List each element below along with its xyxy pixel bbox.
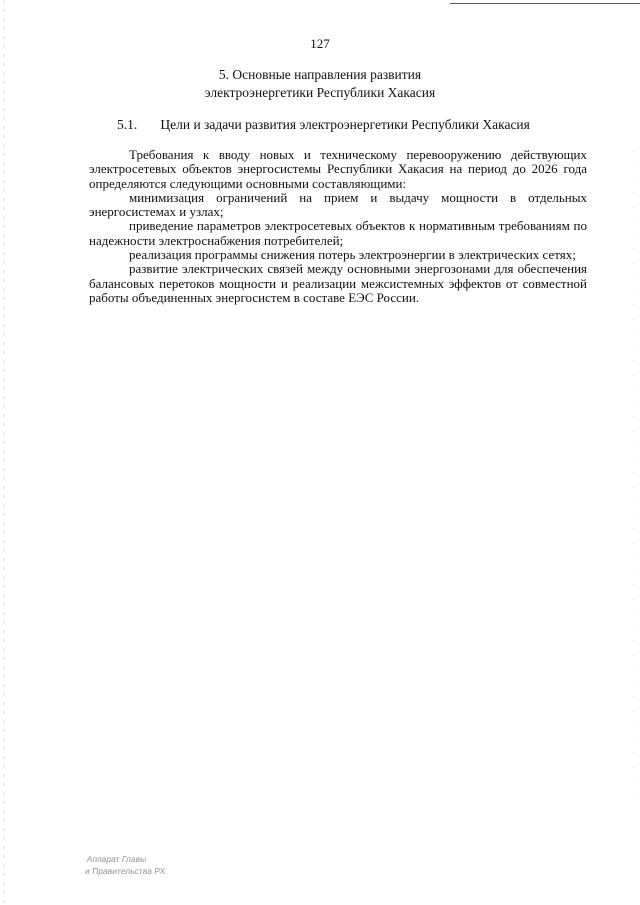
stamp-line-1: Аппарат Главы bbox=[86, 854, 148, 864]
scan-edge-marks bbox=[634, 150, 635, 800]
subsection-heading bbox=[117, 117, 530, 133]
stamp-line-2: и Правительства РХ bbox=[84, 866, 167, 876]
top-rule-line bbox=[450, 3, 640, 4]
binding-edge-marks bbox=[3, 0, 4, 905]
subsection-number: 5.1. bbox=[117, 117, 138, 132]
section-title-line-2: электроэнергетики Республики Хакасия bbox=[204, 85, 436, 100]
list-item: приведение параметров электросетевых объектов к нормативным требованиям по надежности электроснабжения потребителей; bbox=[89, 218, 587, 248]
registry-stamp bbox=[84, 853, 168, 877]
subsection-title: Цели и задачи развития электроэнергетики Республики Хакасия bbox=[160, 117, 530, 132]
list-item: реализация программы снижения потерь электроэнергии в электрических сетях; bbox=[129, 247, 576, 263]
section-title-line-1: 5. Основные направления развития bbox=[218, 67, 422, 82]
list-item: минимизация ограничений на прием и выдачу мощности в отдельных энергосистемах и узлах; bbox=[89, 189, 587, 220]
body-text bbox=[89, 148, 587, 305]
paragraph-intro: Требования к вводу новых и техническому перевооружению действующих электросетевых объектов энергосистемы Республики Хакасия на период до 2026 года определяются следующими основными составляющими: bbox=[89, 147, 587, 191]
list-item: развитие электрических связей между основными энергозонами для обеспечения балансовых перетоков мощности и реализации межсистемных эффектов от совместной работы объединенных энергосистем в составе ЕЭС России. bbox=[89, 261, 587, 305]
section-title bbox=[0, 66, 640, 102]
page-number: 127 bbox=[310, 36, 330, 51]
